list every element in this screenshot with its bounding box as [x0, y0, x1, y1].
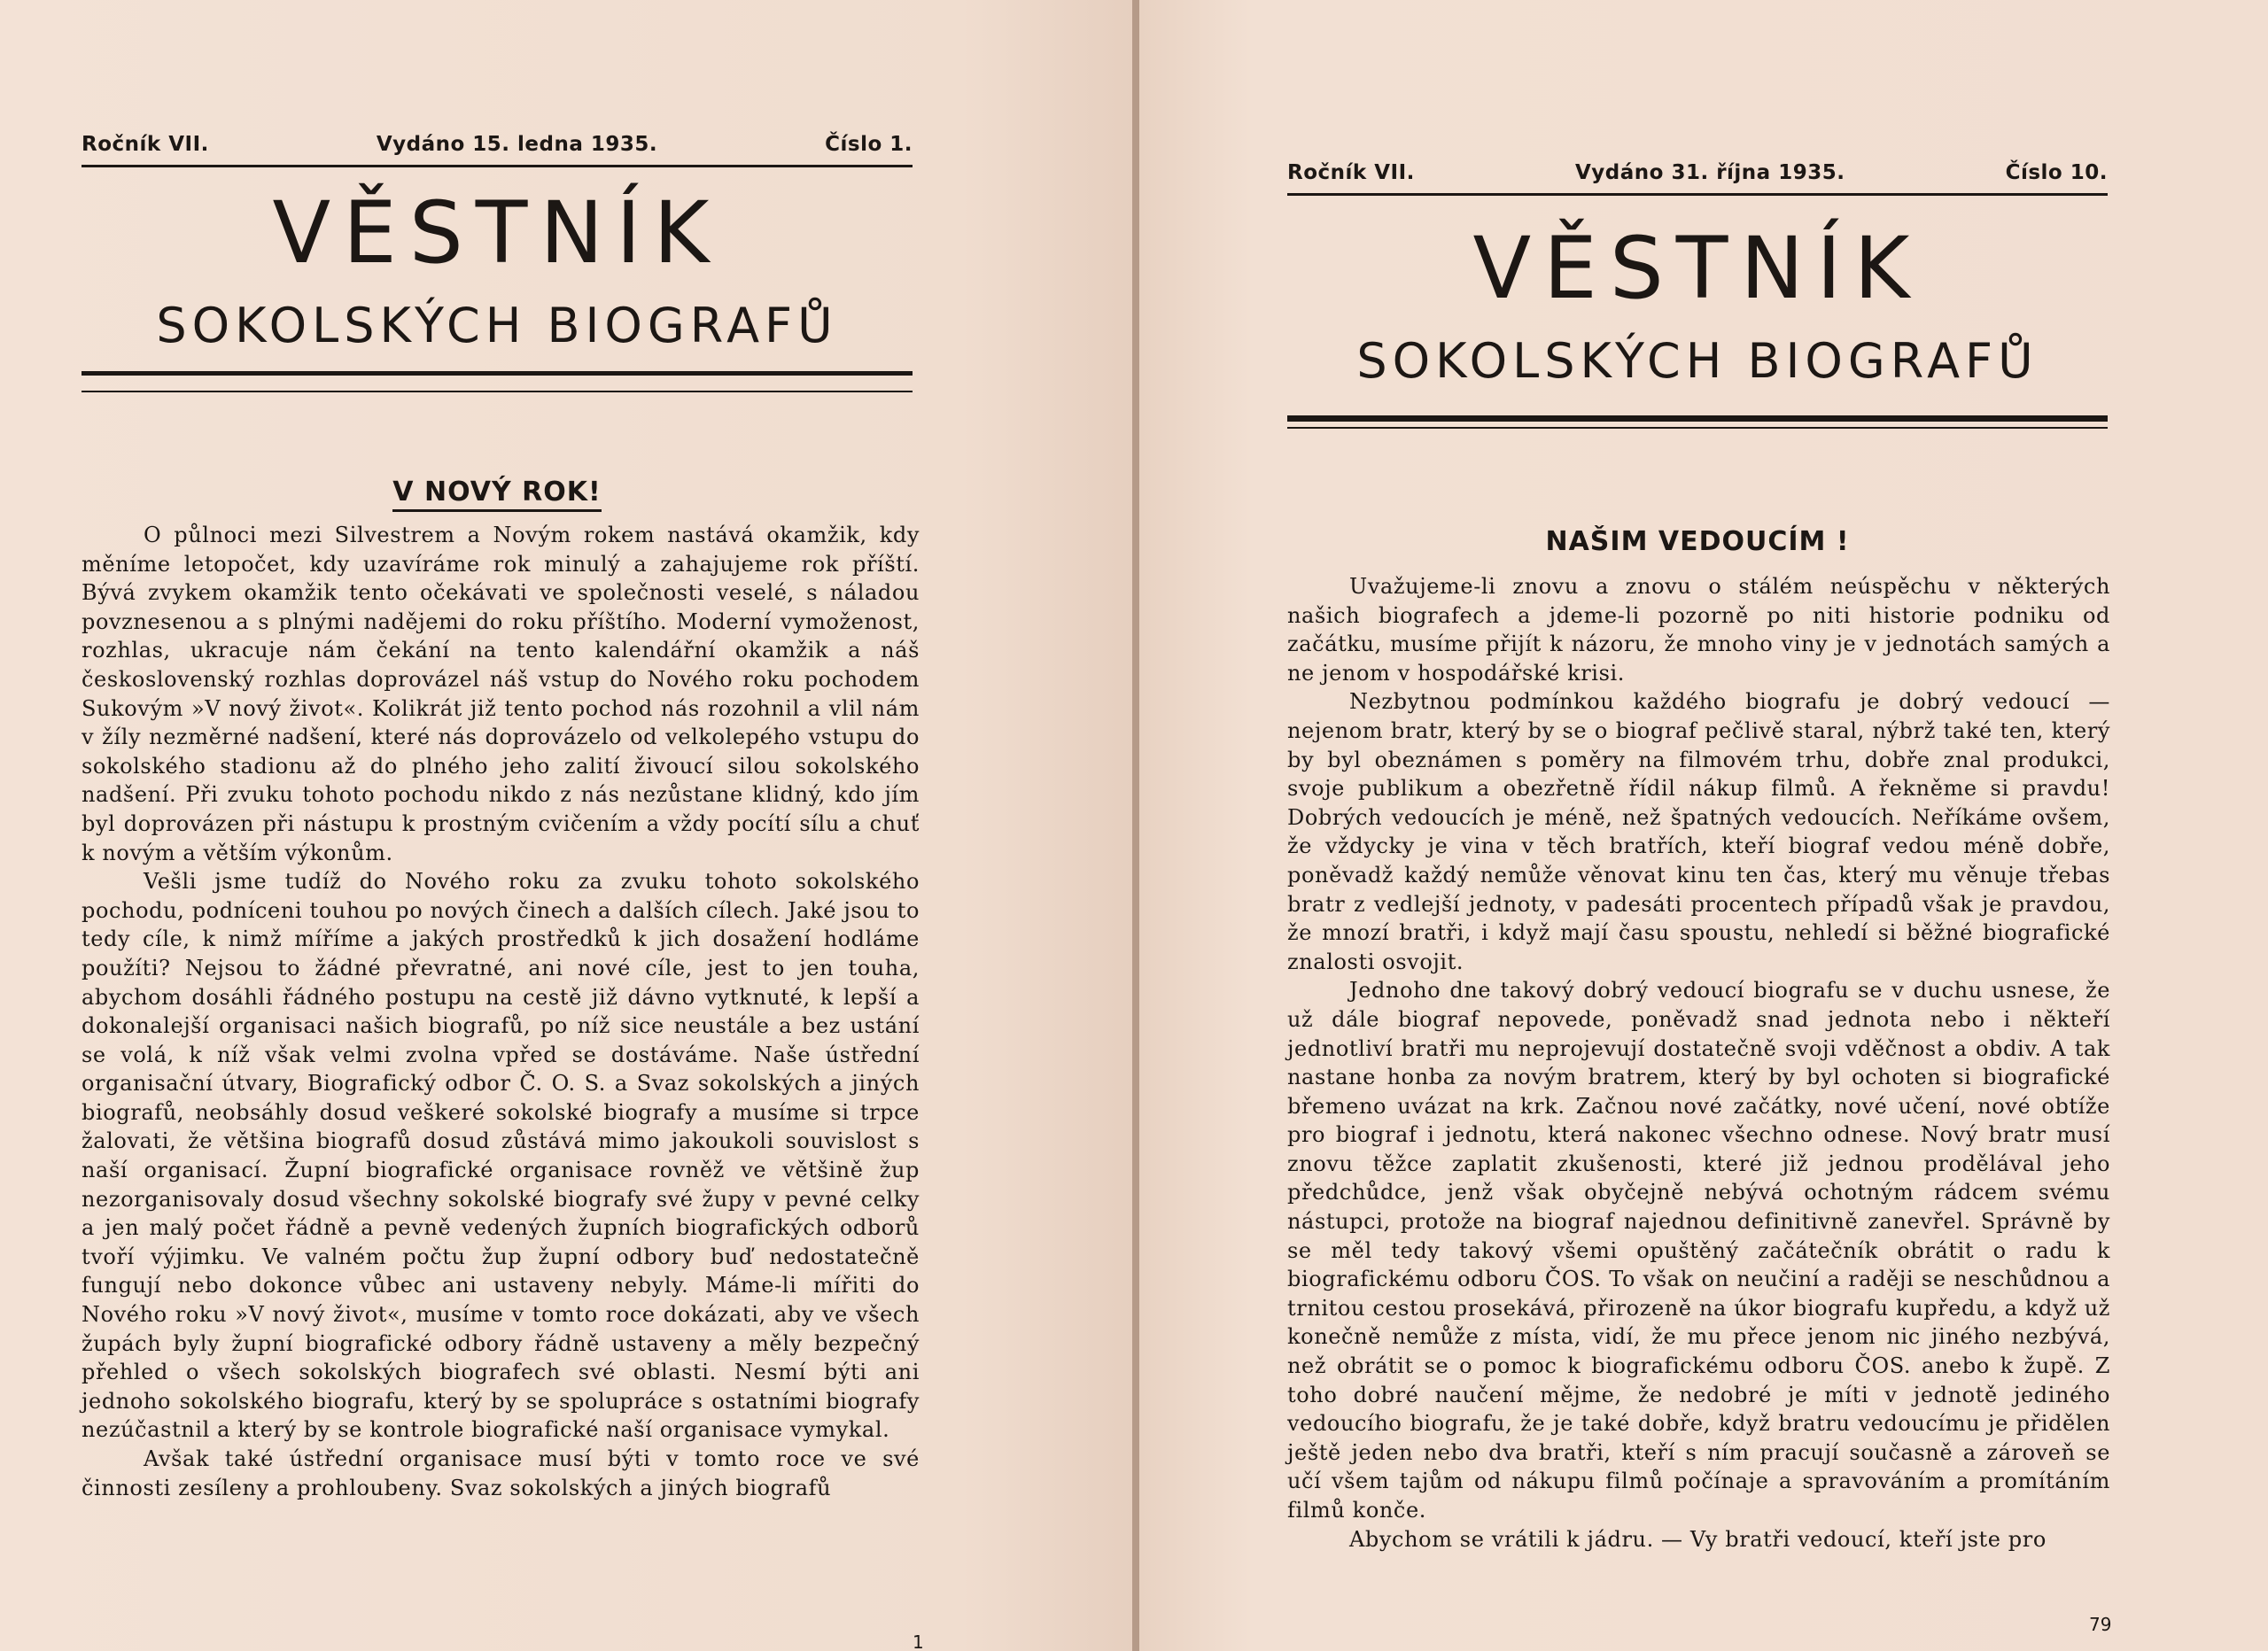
issue-number: Číslo 1. — [825, 133, 913, 156]
issue-date: Vydáno 31. října 1935. — [1574, 161, 1845, 184]
left-page — [0, 0, 1132, 1651]
article-title: NAŠIM VEDOUCÍM ! — [1545, 526, 1850, 557]
issue-info-line — [82, 133, 913, 156]
paragraph: Abychom se vrátili k jádru. — Vy bratři vedoucí, kteří jste pro — [1349, 1526, 2047, 1552]
journal-subtitle: SOKOLSKÝCH BIOGRAFŮ — [1356, 333, 2039, 389]
double-rule-lower — [1287, 427, 2108, 429]
paragraph: Jednoho dne takový dobrý vedoucí biografu se v duchu usnese, že už dále biograf nepovede, poněvadž snad jednota nebo i někteří jednotliví bratři mu neprojevují dostatečně svoji vděčnost a obdiv. A tak nastane honba za novým bratrem, který by byl ochoten si biografické břemeno uvázat na krk. Začnou nové začátky, nové učení, nové obtíže pro biograf i jednotu, která nakonec všechno odnese. Nový bratr musí znovu těžce zaplatit zkušenosti, které již jednou prodělával jeho předchůdce, jenž však obyčejně nebývá ochotným rádcem svému nástupci, protože na biograf najednou definitivně zanevřel. Správně by se měl tedy takový všemi opuštěný začátečník obrátit o radu k biografickému odboru ČOS. To však on neučiní a raději se neschůdnou a trnitou cestou prosekává, přirozeně na úkor biografu kupředu, a když už konečně nemůže z místa, vidí, že mu přece jenom nic jiného nezbývá, než obrátit se o pomoc k biografickému odboru ČOS. anebo k župě. Z toho dobré naučení mějme, že nedobré je míti v jednotě jediného vedoucího biografu, že je také dobře, když bratru vedoucímu je přidělen ještě jeden nebo dva bratři, kteří s ním pracují současně a zároveň se učí všem tajům od nákupu filmů počínaje a spravováním a promítáním filmů konče. — [1287, 978, 2110, 1523]
journal-title: VĚSTNÍK — [272, 183, 722, 283]
paragraph: Vešli jsme tudíž do Nového roku za zvuku tohoto sokolského pochodu, podníceni touhou po nových činech a dalších cílech. Jaké jsou to tedy cíle, k nimž míříme a jakých prostředků k jich dosažení hodláme použíti? Nejsou to žádné převratné, ani nové cíle, jest to jen touha, abychom dosáhli řádného postupu na cestě již dávno vytknuté, k lepší a dokonalejší organisaci našich biografů, po níž sice neustále a bez ustání se volá, k níž však velmi zvolna vpřed se dostáváme. Naše ústřední organisační útvary, Biografický odbor Č. O. S. a Svaz sokolských a jiných biografů, neobsáhly dosud veškeré sokolské biografy a musíme si trpce žalovati, že většina biografů dosud zůstává mimo jakoukoli souvislost s naší organisací. Župní biografické organisace rovněž ve většině žup nezorganisovaly dosud všechny sokolské biografy své župy v pevné celky a jen malý počet řádně a pevně vedených župních biografických odborů tvoří výjimku. Ve valném počtu žup župní odbory buď nedostatečně fungují nebo dokonce vůbec ani ustaveny nebyly. Máme-li mířiti do Nového roku »V nový život«, musíme v tomto roce dokázati, aby ve všech župách byly župní biografické odbory řádně ustaveny a měly bezpečný přehled o všech sokolských biografech své oblasti. Nesmí býti ani jednoho sokolského biografu, který by se spolupráce s ostatními biografy nezúčastnil a který by se kontrole biografické naší organisace vymykal. — [82, 869, 920, 1443]
volume-label: Ročník VII. — [82, 133, 209, 156]
double-rule-upper — [1287, 415, 2108, 422]
masthead-right — [1287, 161, 2108, 429]
masthead-left — [82, 133, 913, 392]
paragraph: Nezbytnou podmínkou každého biografu je dobrý vedoucí — nejenom bratr, který by se o biograf pečlivě staral, nýbrž také ten, který by byl obeznámen s poměry na filmovém trhu, dobře znal produkci, svoje publikum a obezřetně řídil nákup filmů. A řekněme si pravdu! Dobrých vedoucích je méně, než špatných vedoucích. Neříkáme ovšem, že vždycky je vina v těch bratřích, kteří biograf vedou méně dobře, poněvadž každý nemůže věnovat kinu ten čas, který mu věnuje třebas bratr z vedlejší jednoty, v padesáti procentech případů však je pravdou, že mnozí bratři, i když mají času spoustu, nehledí si běžné biografické znalosti osvojit. — [1287, 689, 2110, 974]
issue-info-line — [1287, 161, 2108, 184]
issue-date: Vydáno 15. ledna 1935. — [376, 133, 658, 156]
double-rule-lower — [82, 391, 913, 392]
article-body — [1287, 572, 2110, 1554]
article-title: V NOVÝ ROK! — [82, 477, 913, 508]
paragraph: Avšak také ústřední organisace musí býti v tomto roce ve své činnosti zesíleny a prohloubeny. Svaz sokolských a jiných biografů — [82, 1446, 920, 1500]
page-number: 79 — [2089, 1614, 2112, 1635]
double-rule-upper — [82, 371, 913, 376]
volume-label: Ročník VII. — [1287, 161, 1415, 184]
right-page — [1139, 0, 2268, 1651]
top-rule — [1287, 193, 2108, 196]
issue-number: Číslo 10. — [2005, 161, 2108, 184]
book-gutter — [1132, 0, 1139, 1651]
paragraph: Uvažujeme-li znovu a znovu o stálém neúspěchu v některých našich biografech a jdeme-li pozorně po niti historie podniku od začátku, musíme přijít k názoru, že mnoho viny je v jednotách samých a ne jenom v hospodářské krisi. — [1287, 574, 2110, 686]
top-rule — [82, 165, 913, 167]
journal-title: VĚSTNÍK — [1472, 219, 1922, 318]
page-number: 1 — [913, 1632, 924, 1651]
article-body — [82, 521, 920, 1502]
paragraph: O půlnoci mezi Silvestrem a Novým rokem nastává okamžik, kdy měníme letopočet, kdy uzavíráme rok minulý a zahajujeme rok příští. Bývá zvykem okamžik tento očekávati ve společnosti veselé, s náladou povznesenou a s plnými nadějemi do roku příštího. Moderní vymoženost, rozhlas, ukracuje nám čekání na tento kalendářní okamžik a náš československý rozhlas doprovázel náš vstup do Nového roku pochodem Sukovým »V nový život«. Kolikrát již tento pochod nás rozohnil a vlil nám v žíly nezměrné nadšení, které nás doprovázelo od velkolepého vstupu do sokolského stadionu až do plného jeho zalití živoucí silou sokolského nadšení. Při zvuku tohoto pochodu nikdo z nás nezůstane klidný, kdo jím byl doprovázen při nástupu k prostným cvičením a vždy pocítí sílu a chuť k novým a větším výkonům. — [82, 523, 920, 865]
journal-subtitle: SOKOLSKÝCH BIOGRAFŮ — [156, 298, 838, 353]
